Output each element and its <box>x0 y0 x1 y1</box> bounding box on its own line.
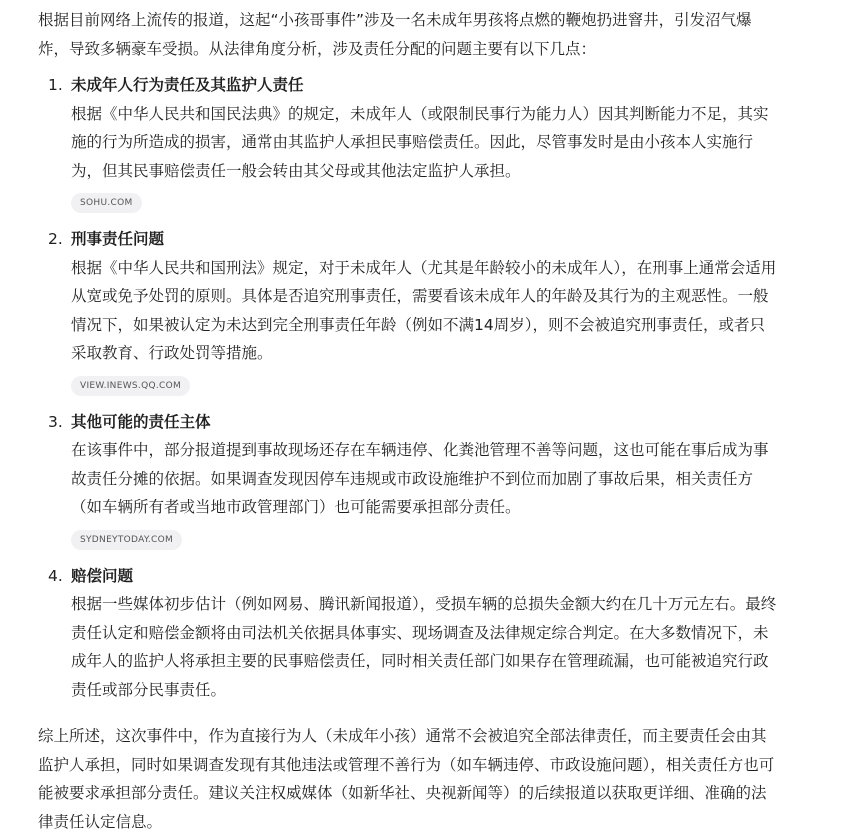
summary-paragraph: 综上所述，这次事件中，作为直接行为人（未成年小孩）通常不会被追究全部法律责任，而主要责任会由其监护人承担，同时如果调查发现有其他违法或管理不善行为（如车辆违停、市政设施问题），相关责任方也可能被要求承担部分责任。建议关注权威媒体（如新华社、央视新闻等）的后续报道以获取更详细、准确的法律责任认定信息。 <box>38 727 775 831</box>
list-number: 1. <box>48 76 63 94</box>
point-title: 未成年人行为责任及其监护人责任 <box>71 76 304 94</box>
point-title: 刑事责任问题 <box>71 230 165 248</box>
list-item <box>38 225 778 400</box>
list-item <box>38 408 778 554</box>
legal-points-list <box>38 71 778 704</box>
list-number: 3. <box>48 412 63 431</box>
list-number: 2. <box>48 230 63 248</box>
list-item <box>38 71 778 217</box>
point-body: 根据一些媒体初步估计（例如网易、腾讯新闻报道），受损车辆的总损失金额大约在几十万元左右。最终责任认定和赔偿金额将由司法机关依据具体事实、现场调查及法律规定综合判定。在大多数情况下，未成年人的监护人将承担主要的民事赔偿责任，同时相关责任部门如果存在管理疏漏，也可能被追究行政责任或部分民事责任。 <box>71 595 777 699</box>
chat-response <box>38 6 778 836</box>
source-chip[interactable]: VIEW.INEWS.QQ.COM <box>71 376 190 396</box>
point-body: 根据《中华人民共和国民法典》的规定，未成年人（或限制民事行为能力人）因其判断能力不足，其实施的行为所造成的损害，通常由其监护人承担民事赔偿责任。因此，尽管事发时是由小孩本人实施行为，但其民事赔偿责任一般会转由其父母或其他法定监护人承担。 <box>71 104 769 180</box>
intro-paragraph: 根据目前网络上流传的报道，这起“小孩哥事件”涉及一名未成年男孩将点燃的鞭炮扔进窨井，引发沼气爆炸，导致多辆豪车受损。从法律角度分析，涉及责任分配的问题主要有以下几点： <box>38 11 752 58</box>
list-item <box>38 562 778 705</box>
point-title: 其他可能的责任主体 <box>71 412 211 431</box>
point-body: 在该事件中，部分报道提到事故现场还存在车辆违停、化粪池管理不善等问题，这也可能在事后成为事故责任分摊的依据。如果调查发现因停车违规或市政设施维护不到位而加剧了事故后果，相关责任方（如车辆所有者或当地市政管理部门）也可能需要承担部分责任。 <box>71 441 769 516</box>
source-chip[interactable]: SYDNEYTODAY.COM <box>71 530 182 550</box>
point-body: 根据《中华人民共和国刑法》规定，对于未成年人（尤其是年龄较小的未成年人），在刑事上通常会适用从宽或免予处罚的原则。具体是否追究刑事责任，需要看该未成年人的年龄及其行为的主观恶性。一般情况下，如果被认定为未达到完全刑事责任年龄（例如不满14周岁），则不会被追究刑事责任，或者只采取教育、行政处罚等措施。 <box>71 258 777 362</box>
source-chip[interactable]: SOHU.COM <box>71 193 142 213</box>
point-title: 赔偿问题 <box>71 566 134 585</box>
list-number: 4. <box>48 566 63 585</box>
